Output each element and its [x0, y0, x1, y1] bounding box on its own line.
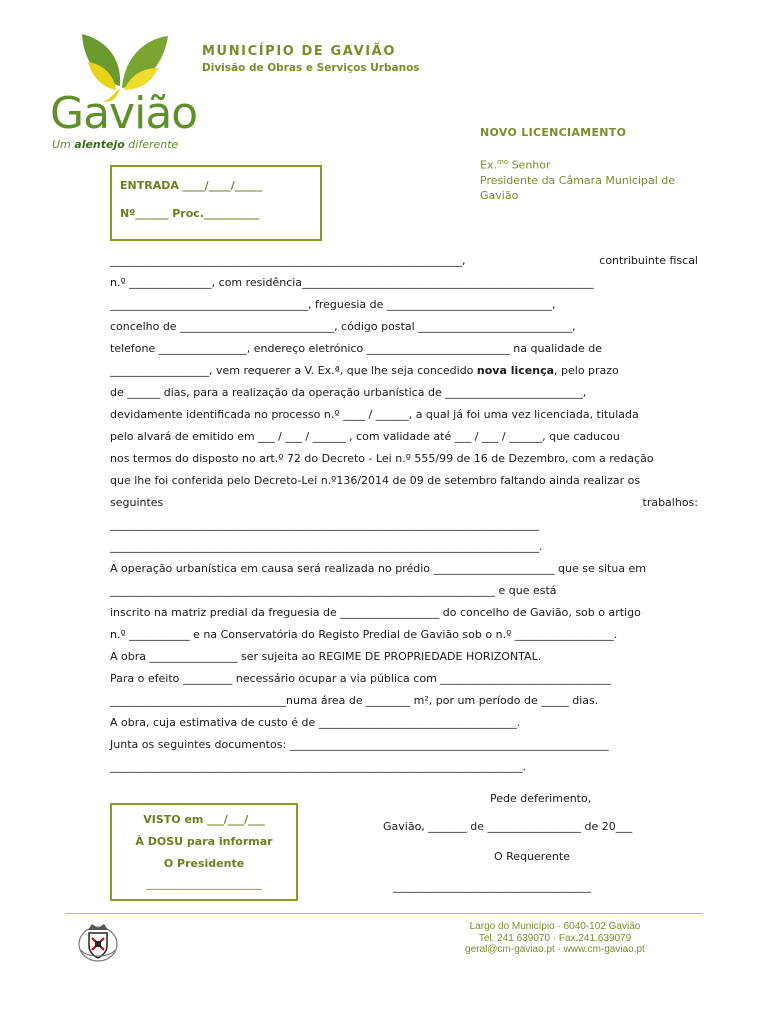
logo-wordmark: Gavião: [50, 88, 198, 139]
visto-date: VISTO em ___/___/___: [143, 813, 265, 826]
works-field[interactable]: ______________________________________________________________________________.: [110, 540, 543, 553]
body-line[interactable]: de ______ dias, para a realização da operação urbanística de _________________________,: [110, 386, 587, 399]
footer-divider: [65, 913, 703, 914]
documents-field[interactable]: Junta os seguintes documentos: __________________________________________________________: [110, 738, 609, 751]
visto-dosu: À DOSU para informar: [135, 835, 273, 848]
body-line: seguintes trabalhos:: [110, 496, 698, 509]
entrada-box: [110, 165, 322, 241]
footer-contacts: Largo do Município · 6040-102 Gavião Tel. 241 639070 · Fax.241.639079 geral@cm-gaviao.pt · www.cm-gaviao.pt: [465, 921, 645, 955]
body-line: nos termos do disposto no art.º 72 do Decreto - Lei n.º 555/99 de 16 de Dezembro, com a redação: [110, 452, 654, 465]
requerente-label: O Requerente: [494, 850, 570, 863]
body-line[interactable]: ________________________________________________________________, contribuinte fiscal: [110, 254, 698, 267]
coat-of-arms-icon: [76, 920, 120, 964]
documents-field[interactable]: ___________________________________________________________________________.: [110, 760, 526, 773]
body-line[interactable]: ____________________________________, freguesia de ______________________________,: [110, 298, 556, 311]
body-line[interactable]: telefone ________________, endereço eletrónico __________________________ na qualidade de: [110, 342, 602, 355]
visto-signature-line: _____________________: [146, 877, 262, 890]
works-field[interactable]: ______________________________________________________________________________: [110, 518, 539, 531]
date-line[interactable]: Gavião, _______ de _________________ de 20___: [383, 820, 633, 833]
body-line[interactable]: A operação urbanística em causa será realizada no prédio ______________________ que se situa em: [110, 562, 647, 575]
body-line: que lhe foi conferida pelo Decreto-Lei n.º136/2014 de 09 de setembro faltando ainda realizar os: [110, 474, 641, 487]
closing-request: Pede deferimento,: [490, 792, 592, 805]
body-line[interactable]: n.º _______________, com residência_____________________________________________________: [110, 276, 594, 289]
visto-box: [110, 803, 298, 901]
body-line[interactable]: A obra ________________ ser sujeita ao REGIME DE PROPRIEDADE HORIZONTAL.: [110, 650, 542, 663]
body-line[interactable]: pelo alvará de emitido em ___ / ___ / ______ , com validade até ___ / ___ / ______, que caducou: [110, 430, 620, 443]
body-line[interactable]: ______________________________________________________________________ e que está: [110, 584, 557, 597]
body-line[interactable]: __________________, vem requerer a V. Ex.ª, que lhe seja concedido nova licença, pelo prazo: [110, 364, 619, 377]
signature-line[interactable]: ____________________________________: [393, 880, 591, 893]
body-line[interactable]: A obra, cuja estimativa de custo é de ____________________________________.: [110, 716, 521, 729]
form-title: NOVO LICENCIAMENTO: [480, 126, 627, 139]
website-link[interactable]: www.cm-gaviao.pt: [563, 944, 645, 955]
entrada-field[interactable]: ENTRADA ____/____/_____: [120, 179, 263, 192]
logo-tagline: Um alentejo diferente: [52, 138, 179, 151]
proc-field[interactable]: Nº______ Proc.__________: [120, 207, 259, 220]
body-line[interactable]: ________________________________numa área de ________ m², por um período de _____ dias.: [110, 694, 599, 707]
request-body: [110, 250, 698, 778]
body-line[interactable]: concelho de ____________________________, código postal ____________________________,: [110, 320, 576, 333]
email-link[interactable]: geral@cm-gaviao.pt: [465, 944, 555, 955]
body-line[interactable]: n.º ___________ e na Conservatória do Registo Predial de Gavião sob o n.º __________________.: [110, 628, 618, 641]
visto-presidente: O Presidente: [163, 857, 245, 870]
body-line[interactable]: devidamente identificada no processo n.º ____ / ______, a qual já foi uma vez licenciada, titulada: [110, 408, 639, 421]
municipality-title: MUNICÍPIO DE GAVIÃO: [202, 44, 396, 59]
addressee-block: Ex.$^{mo}$ Senhor Presidente da Câmara Municipal de Gavião: [480, 158, 676, 202]
body-line[interactable]: inscrito na matriz predial da freguesia de __________________ do concelho de Gavião, sob o artigo: [110, 606, 641, 619]
division-subtitle: Divisão de Obras e Serviços Urbanos: [202, 62, 420, 74]
body-line[interactable]: Para o efeito _________ necessário ocupar a via pública com _______________________________: [110, 672, 611, 685]
